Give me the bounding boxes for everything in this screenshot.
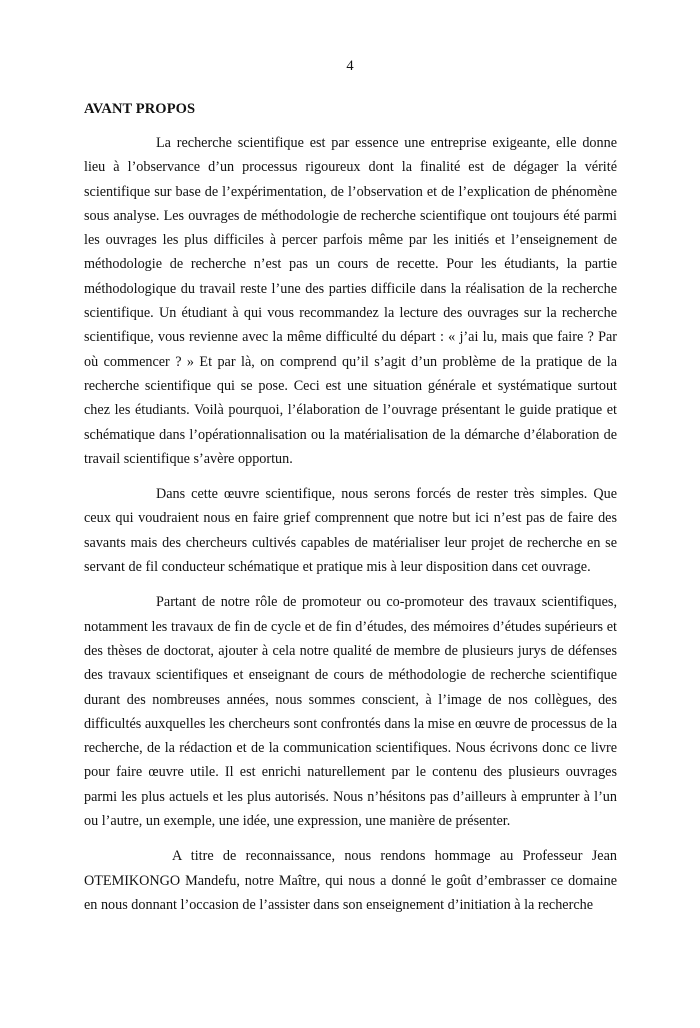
body-text [84,131,617,928]
paragraph-3: Partant de notre rôle de promoteur ou co-promoteur des travaux scientifiques, notamment les travaux de fin de cycle et de fin d’études, des mémoires d’études supérieurs et des thèses de doctorat, ajouter à cela notre qualité de membre de plusieurs jurys de défenses des travaux scientifiques et enseignant de cours de méthodologie de recherche scientifique durant des nombreuses années, nous sommes conscient, à l’image de nos collègues, des difficultés auxquelles les chercheurs sont confrontés dans la mise en œuvre de processus de la recherche, de la rédaction et de la communication scientifiques. Nous écrivons donc ce livre pour faire œuvre utile. Il est enrichi naturellement par le contenu des plusieurs ouvrages parmi les plus actuels et les plus autorisés. Nous n’hésitons pas d’ailleurs à emprunter à l’un ou l’autre, un exemple, une idée, une expression, une manière de présenter. [84,594,617,830]
paragraph-2: Dans cette œuvre scientifique, nous serons forcés de rester très simples. Que ceux qui voudraient nous en faire grief comprennent que notre but ici n’est pas de faire des savants mais des chercheurs cultivés capables de matérialiser leur projet de recherche en se servant de fil conducteur schématique et pratique mis à leur disposition dans cet ouvrage. [84,486,617,576]
paragraph-4: A titre de reconnaissance, nous rendons hommage au Professeur Jean OTEMIKONGO Mandefu, notre Maître, qui nous a donné le goût d’embrasser ce domaine en nous donnant l’occasion de l’assister dans son enseignement d’initiation à la recherche [84,848,617,913]
paragraph-1: La recherche scientifique est par essence une entreprise exigeante, elle donne lieu à l’observance d’un processus rigoureux dont la finalité est de dégager la vérité scientifique sur base de l’expérimentation, de l’observation et de l’explication de phénomène sous analyse. Les ouvrages de méthodologie de recherche scientifique ont toujours été parmi les ouvrages les plus difficiles à percer parfois même par les initiés et l’enseignement de méthodologie de recherche n’est pas un cours de recette. Pour les étudiants, la partie méthodologique du travail reste l’une des parties difficile dans la réalisation de la recherche scientifique. Un étudiant à qui vous recommandez la lecture des ouvrages sur la recherche scientifique, vous revienne avec la même difficulté du départ : « j’ai lu, mais que faire ? Par où commencer ? » Et par là, on comprend qu’il s’agit d’un problème de la pratique de la recherche scientifique qui se pose. Ceci est une situation générale et systématique surtout chez les étudiants. Voilà pourquoi, l’élaboration de l’ouvrage présentant le guide pratique et schématique dans l’opérationnalisation ou la matérialisation de la démarche d’élaboration de travail scientifique s’avère opportun. [84,135,617,467]
section-heading: AVANT PROPOS [84,101,196,117]
page-number: 4 [346,58,354,74]
